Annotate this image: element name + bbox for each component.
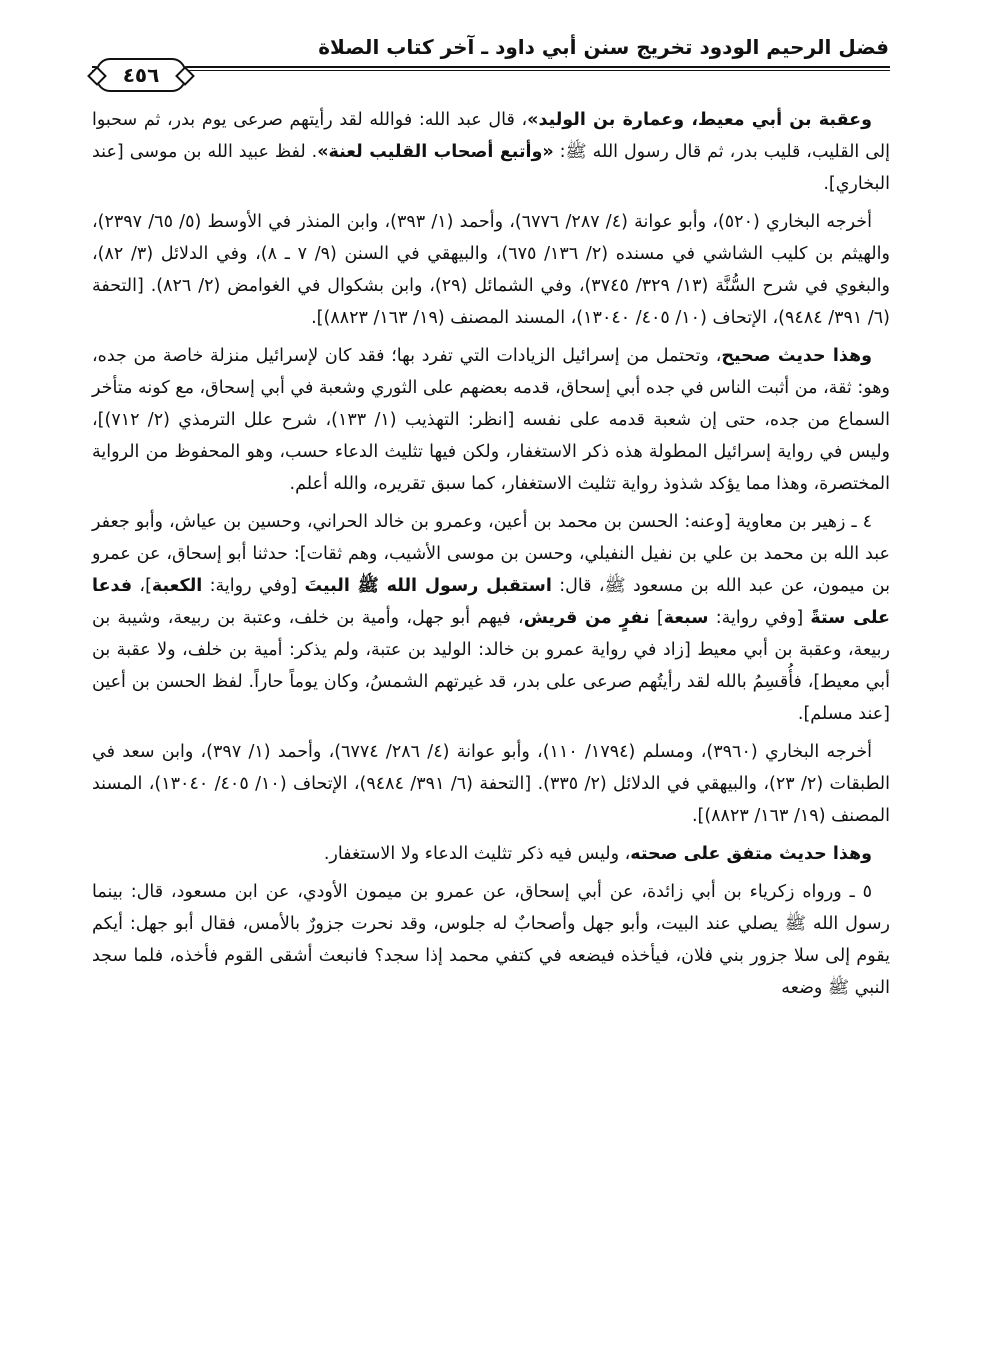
bold-text: نفرٍ من قريش — [523, 608, 650, 628]
bold-text: الكعبة — [151, 576, 203, 596]
text-run: ، قال عبد الله: فوالله لقد رأيتهم صرعى يوم بدر، ثم سحبوا إلى القليب، قليب بدر، ثم قال رسول الله ﷺ: — [92, 110, 890, 162]
paragraph — [92, 736, 890, 832]
bold-text: وهذا حديث صحيح — [721, 346, 872, 366]
bold-text: «وأتبع أصحاب القليب لعنة» — [317, 142, 554, 162]
paragraph — [92, 104, 890, 200]
paragraph — [92, 206, 890, 334]
text-run: ، فيهم أبو جهل، وأمية بن خلف، وعتبة بن ربيعة، وشيبة بن ربيعة، وعقبة بن أبي معيط [زاد في رواية عمرو بن خالد: الوليد بن عتبة، ولم يذكر: أمية بن خلف، ولا عقبة بن أبي معيط]، فأُقسِمُ بالله لقد رأيتُهم صرعى على بدر، قد غيرتهم الشمسُ، وكان يوماً حاراً. لفظ الحسن بن أعين [عند مسلم]. — [92, 608, 890, 724]
text-run: . لفظ عبيد الله بن موسى [عند البخاري]. — [92, 142, 890, 194]
paragraph — [92, 340, 890, 500]
bold-text: استقبل رسول الله ﷺ البيتَ — [304, 576, 552, 596]
text-run: ، وتحتمل من إسرائيل الزيادات التي تفرد بها؛ فقد كان لإسرائيل منزلة خاصة من جده، وهو: ثقة، من أثبت الناس في جده أبي إسحاق، قدمه بعضهم على الثوري وشعبة في أبي إسحاق، مع كونه متأخر السماع من جده، حتى إن شعبة قدمه على نفسه [انظر: التهذيب (١/ ١٣٣)، شرح علل الترمذي (٢/ ٧١٢)]، وليس في رواية إسرائيل المطولة هذه ذكر الاستغفار، ولكن فيها تثليث الدعاء حسب، وهو المحفوظ من الرواية المختصرة، وهذا مما يؤكد شذوذ رواية تثليث الاستغفار، كما سبق تقريره، والله أعلم. — [92, 346, 890, 494]
text-run: ]، — [132, 576, 152, 596]
header-rule-thin — [92, 70, 890, 71]
text-run: أخرجه البخاري (٣٩٦٠)، ومسلم (١٧٩٤/ ١١٠)، وأبو عوانة (٤/ ٢٨٦/ ٦٧٧٤)، وأحمد (١/ ٣٩٧)، وابن سعد في الطبقات (٢/ ٢٣)، والبيهقي في الدلائل (٢/ ٣٣٥). [التحفة (٦/ ٣٩١/ ٩٤٨٤)، الإتحاف (١٠/ ٤٠٥/ ١٣٠٤٠)، المسند المصنف (١٩/ ١٦٣/ ٨٨٢٣)]. — [92, 742, 891, 826]
text-run: ، وليس فيه ذكر تثليث الدعاء ولا الاستغفار. — [323, 844, 631, 864]
page-number: ٤٥٦ — [96, 58, 186, 92]
body-text — [92, 104, 890, 1010]
paragraph — [92, 876, 890, 1004]
text-run: [وفي رواية: — [708, 608, 811, 628]
text-run: ٥ ـ ورواه زكرياء بن أبي زائدة، عن أبي إسحاق، عن عمرو بن ميمون الأودي، عن ابن مسعود، قال: بينما رسول الله ﷺ يصلي عند البيت، وأبو جهل وأصحابٌ له جلوس، وقد نحرت جزورٌ بالأمس، فقال أبو جهل: أيكم يقوم إلى سلا جزور بني فلان، فيأخذه فيضعه في كتفي محمد إذا سجد؟ فانبعث أشقى القوم فأخذه، فلما سجد النبي ﷺ وضعه — [92, 882, 890, 998]
text-run: ٤ ـ زهير بن معاوية [وعنه: الحسن بن محمد بن أعين، وعمرو بن خالد الحراني، وحسين بن عياش، وأبو جعفر عبد الله بن محمد بن علي بن نفيل النفيلي، وحسن بن موسى الأشيب، وهم ثقات]: حدثنا أبو إسحاق، عن عمرو بن ميمون، عن عبد الله بن مسعود ﷺ، قال: — [92, 512, 890, 596]
header-rule — [92, 66, 890, 68]
bold-text: وعقبة بن أبي معيط، وعمارة بن الوليد» — [527, 110, 872, 130]
running-title: فضل الرحيم الودود تخريج سنن أبي داود ـ آخر كتاب الصلاة — [318, 35, 889, 59]
text-run: أخرجه البخاري (٥٢٠)، وأبو عوانة (٤/ ٢٨٧/ ٦٧٧٦)، وأحمد (١/ ٣٩٣)، وابن المنذر في الأوسط (٥/ ٦٥/ ٢٣٩٧)، والهيثم بن كليب الشاشي في مسنده (٢/ ١٣٦/ ٦٧٥)، والبيهقي في السنن (٩/ ٧ ـ ٨)، وفي الدلائل (٣/ ٨٢)، والبغوي في شرح السُّنَّة (١٣/ ٣٢٩/ ٣٧٤٥)، وفي الشمائل (٢٩)، وابن بشكوال في الغوامض (٢/ ٨٢٦). [التحفة (٦/ ٣٩١/ ٩٤٨٤)، الإتحاف (١٠/ ٤٠٥/ ١٣٠٤٠)، المسند المصنف (١٩/ ١٦٣/ ٨٨٢٣)]. — [92, 212, 890, 328]
text-run: [وفي رواية: — [202, 576, 305, 596]
bold-text: وهذا حديث متفق على صحته — [630, 844, 872, 864]
bold-text: سبعة — [663, 608, 709, 628]
bold-text: فدعا على ستةً — [92, 576, 890, 628]
paragraph — [92, 506, 890, 730]
text-run: ] — [649, 608, 664, 628]
paragraph — [92, 838, 890, 870]
